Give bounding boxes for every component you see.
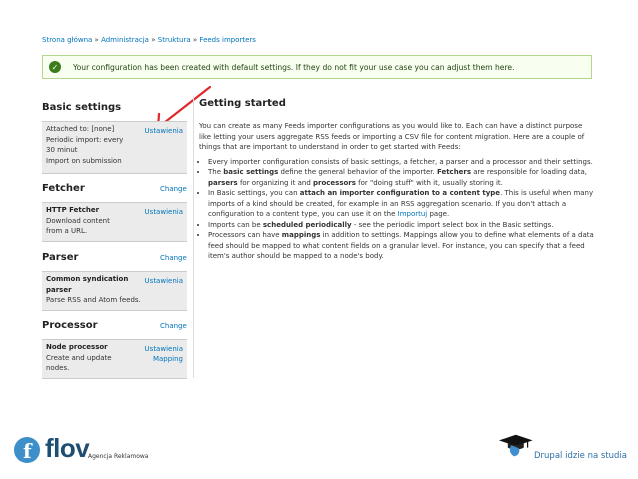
flov-mark-icon: f	[14, 437, 40, 463]
list-item: • The basic settings define the general behavior of the importer. Fetchers are responsible for loading data, parsers for organizing it and processors for "doing stuff" with it, usually storing it.	[208, 167, 594, 188]
list-item: • Every importer configuration consists of basic settings, a fetcher, a parser and a processor and their settings.	[208, 157, 594, 168]
breadcrumb-separator: »	[192, 36, 198, 44]
parser-heading: Parser	[42, 252, 79, 263]
tips-list	[199, 157, 594, 262]
page-title: Getting started	[199, 98, 286, 109]
parser-name-line: Common syndication	[46, 275, 129, 283]
basic-settings-attached: Attached to: [none]	[46, 125, 115, 133]
breadcrumb-admin[interactable]: Administracja	[101, 36, 149, 44]
parser-desc: Parse RSS and Atom feeds.	[46, 296, 141, 304]
basic-settings-settings-link[interactable]: Ustawienia	[144, 127, 183, 135]
status-text: Your configuration has been created with default settings. If they do not fit your use case you can adjust them here.	[73, 62, 515, 72]
fetcher-box	[42, 202, 187, 242]
parser-settings-link[interactable]: Ustawienia	[144, 277, 183, 285]
list-item: • Processors can have mappings in addition to settings. Mappings allow you to define what elements of a data feed should be mapped to what content fields on a granular level. For instance, you can specify that a feed item's author should be mapped to a node's body.	[208, 230, 594, 262]
list-item: • In Basic settings, you can attach an importer configuration to a content type. This is useful when many imports of a kind should be created, for example in an RSS aggregation scenario. If you don't attach a configuration to a content type, you can use it on the Importuj page.	[208, 188, 594, 220]
parser-change-link[interactable]: Change	[160, 254, 187, 262]
fetcher-settings-link[interactable]: Ustawienia	[144, 208, 183, 216]
basic-settings-import-on-submission: Import on submission	[46, 156, 122, 165]
import-page-link[interactable]: Importuj	[397, 210, 428, 218]
fetcher-desc-line: Download content	[46, 216, 110, 225]
column-divider	[193, 96, 194, 378]
processor-change-link[interactable]: Change	[160, 322, 187, 330]
breadcrumb-feeds-importers[interactable]: Feeds importers	[199, 36, 256, 44]
basic-settings-periodic: Periodic import: every	[46, 135, 124, 144]
check-icon: ✓	[49, 61, 61, 73]
flov-agency-label: Agencja Reklamowa	[88, 453, 149, 460]
getting-started-panel	[199, 98, 594, 262]
list-item: • Imports can be scheduled periodically - see the periodic import select box in the Basic settings.	[208, 220, 594, 231]
processor-mapping-link[interactable]: Mapping	[152, 355, 183, 363]
basic-settings-box	[42, 121, 187, 174]
processor-desc-line: nodes.	[46, 364, 70, 372]
flov-wordmark: flov	[45, 433, 90, 463]
intro-paragraph: You can create as many Feeds importer configurations as you would like to. Each can have a distinct purpose like letting your users aggregate RSS feeds or importing a CSV file for content migration. Here are a couple of things that are important to understand in order to get started with Feeds:	[199, 122, 585, 151]
graduation-cap-drop-icon	[492, 434, 538, 458]
fetcher-heading: Fetcher	[42, 183, 85, 194]
processor-desc-line: Create and update	[46, 353, 112, 362]
breadcrumb-separator: »	[94, 36, 99, 44]
processor-box	[42, 339, 187, 379]
fetcher-desc-line: from a URL.	[46, 227, 88, 235]
parser-name-line: parser	[46, 285, 72, 294]
drupal-tagline: Drupal idzie na studia	[534, 451, 628, 461]
processor-name: Node processor	[46, 343, 108, 351]
breadcrumb-separator: »	[151, 36, 156, 44]
processor-heading: Processor	[42, 320, 98, 331]
breadcrumb-home[interactable]: Strona główna	[42, 36, 93, 44]
parser-box	[42, 271, 187, 311]
fetcher-name: HTTP Fetcher	[46, 206, 100, 214]
breadcrumb-structure[interactable]: Struktura	[157, 36, 191, 44]
status-message	[42, 55, 592, 79]
breadcrumb	[42, 36, 256, 44]
basic-settings-heading: Basic settings	[42, 102, 122, 113]
processor-settings-link[interactable]: Ustawienia	[144, 345, 183, 353]
basic-settings-interval: 30 minut	[46, 146, 78, 154]
fetcher-change-link[interactable]: Change	[160, 185, 187, 193]
